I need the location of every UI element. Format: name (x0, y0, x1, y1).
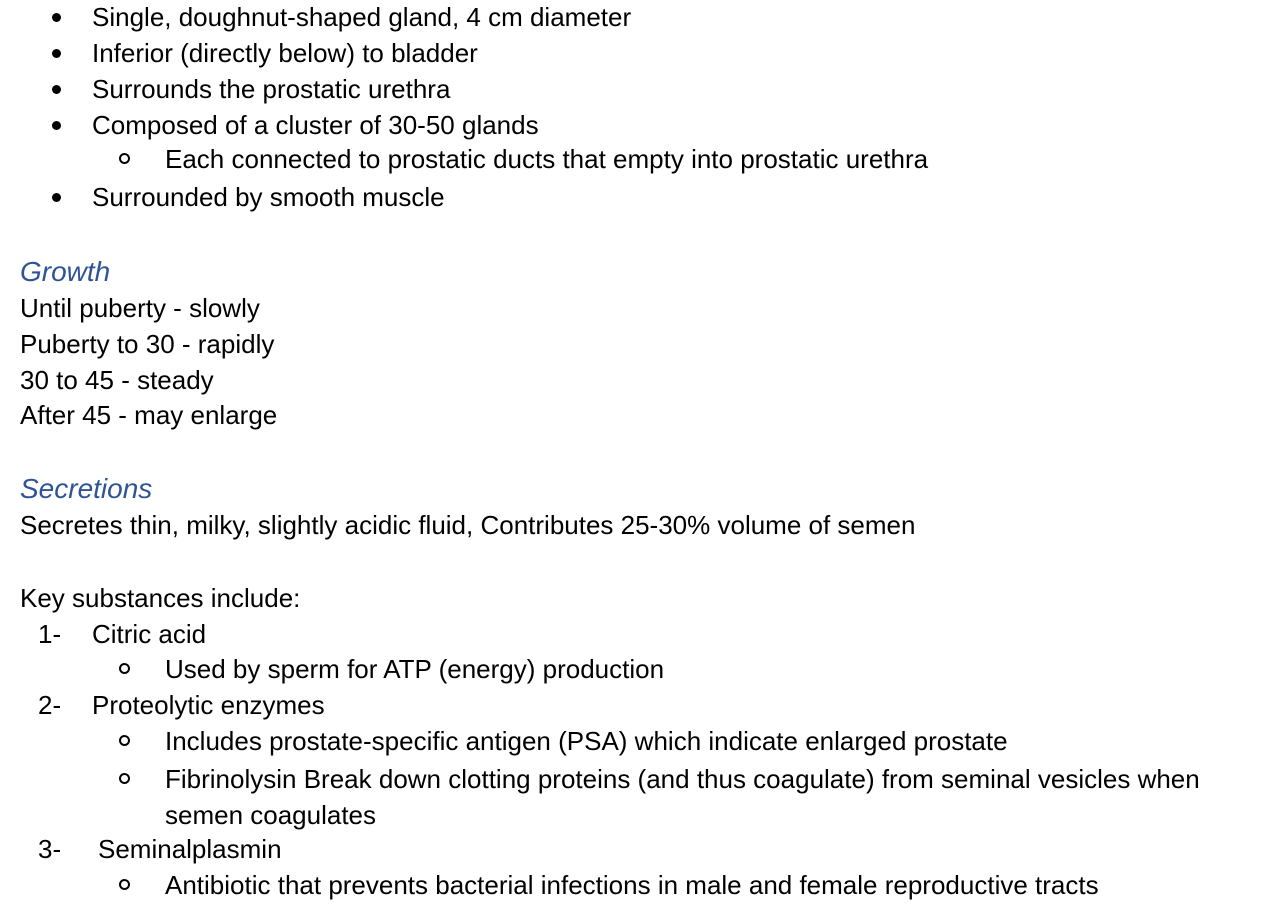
secretions-summary-text: Secretes thin, milky, slightly acidic fluid, Contributes 25-30% volume of semen (20, 510, 916, 540)
bullet-text: Inferior (directly below) to bladder (92, 38, 478, 68)
sub-bullet-text: Fibrinolysin Break down clotting proteins (and thus coagulate) from seminal vesicles when (165, 764, 1200, 794)
bullet-text: Surrounds the prostatic urethra (92, 74, 451, 104)
circle-bullet-icon (119, 663, 130, 674)
item-number: 1- (38, 619, 62, 649)
circle-bullet-icon (119, 773, 130, 784)
item-label: Proteolytic enzymes (92, 690, 325, 720)
secretions-heading-text: Secretions (20, 473, 153, 504)
sub-bullet-text: Each connected to prostatic ducts that empty into prostatic urethra (165, 144, 929, 174)
bullet-icon (52, 49, 61, 58)
growth-line-text: 30 to 45 - steady (20, 365, 214, 395)
item-label: Citric acid (92, 619, 207, 649)
circle-bullet-icon (119, 153, 130, 164)
circle-bullet-icon (119, 879, 130, 890)
item-number: 3- (38, 834, 62, 864)
bullet-text: Surrounded by smooth muscle (92, 182, 445, 212)
item-number: 2- (38, 690, 62, 720)
sub-bullet-text: Used by sperm for ATP (energy) production (165, 654, 665, 684)
bullet-icon (52, 193, 61, 202)
bullet-icon (52, 85, 61, 94)
bullet-text: Composed of a cluster of 30-50 glands (92, 110, 539, 140)
bullet-icon (52, 13, 61, 22)
sub-bullet-text: semen coagulates (165, 800, 377, 830)
growth-line-text: After 45 - may enlarge (20, 400, 278, 430)
growth-line-text: Puberty to 30 - rapidly (20, 329, 275, 359)
sub-bullet-text: Antibiotic that prevents bacterial infections in male and female reproductive tracts (165, 870, 1099, 900)
growth-heading-text: Growth (20, 256, 111, 287)
growth-line-text: Until puberty - slowly (20, 293, 260, 323)
bullet-text: Single, doughnut-shaped gland, 4 cm diameter (92, 2, 632, 32)
sub-bullet-text: Includes prostate-specific antigen (PSA) which indicate enlarged prostate (165, 726, 1008, 756)
key-substances-intro-text: Key substances include: (20, 583, 301, 613)
circle-bullet-icon (119, 735, 130, 746)
bullet-icon (52, 121, 61, 130)
item-label: Seminalplasmin (98, 834, 282, 864)
